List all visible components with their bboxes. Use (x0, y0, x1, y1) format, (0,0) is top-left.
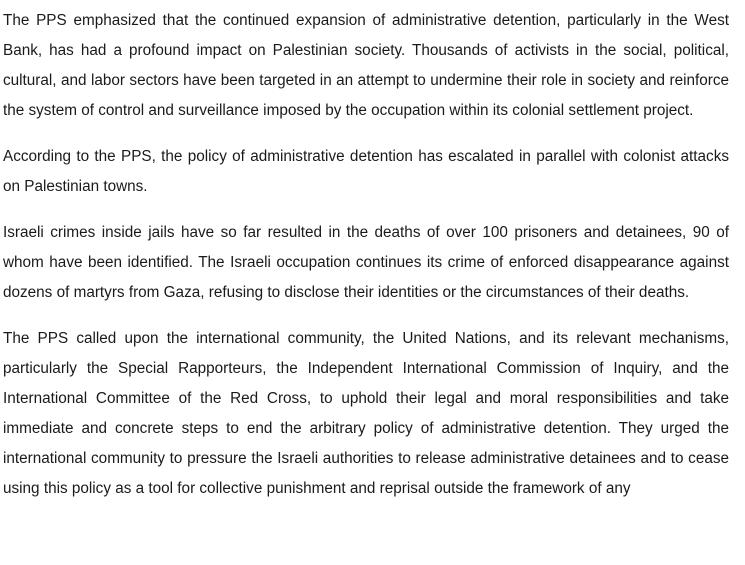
paragraph-deaths-in-jails: Israeli crimes inside jails have so far resulted in the deaths of over 100 prisoners and detainees, 90 of whom have been identified. The Israeli occupation continues its crime of enforced disappearance against dozens of martyrs from Gaza, refusing to disclose their identities or the circumstances of their deaths. (3, 224, 729, 301)
paragraph-escalation: According to the PPS, the policy of administrative detention has escalated in parallel with colonist attacks on Palestinian towns. (3, 148, 729, 195)
article-body (3, 6, 729, 504)
paragraph-international-call: The PPS called upon the international community, the United Nations, and its relevant mechanisms, particularly the Special Rapporteurs, the Independent International Commission of Inquiry, and the International Committee of the Red Cross, to uphold their legal and moral responsibilities and take immediate and concrete steps to end the arbitrary policy of administrative detention. They urged the international community to pressure the Israeli authorities to release administrative detainees and to cease using this policy as a tool for collective punishment and reprisal outside the framework of any (3, 330, 729, 497)
paragraph-pps-impact: The PPS emphasized that the continued expansion of administrative detention, particularly in the West Bank, has had a profound impact on Palestinian society. Thousands of activists in the social, political, cultural, and labor sectors have been targeted in an attempt to undermine their role in society and reinforce the system of control and surveillance imposed by the occupation within its colonial settlement project. (3, 12, 729, 119)
